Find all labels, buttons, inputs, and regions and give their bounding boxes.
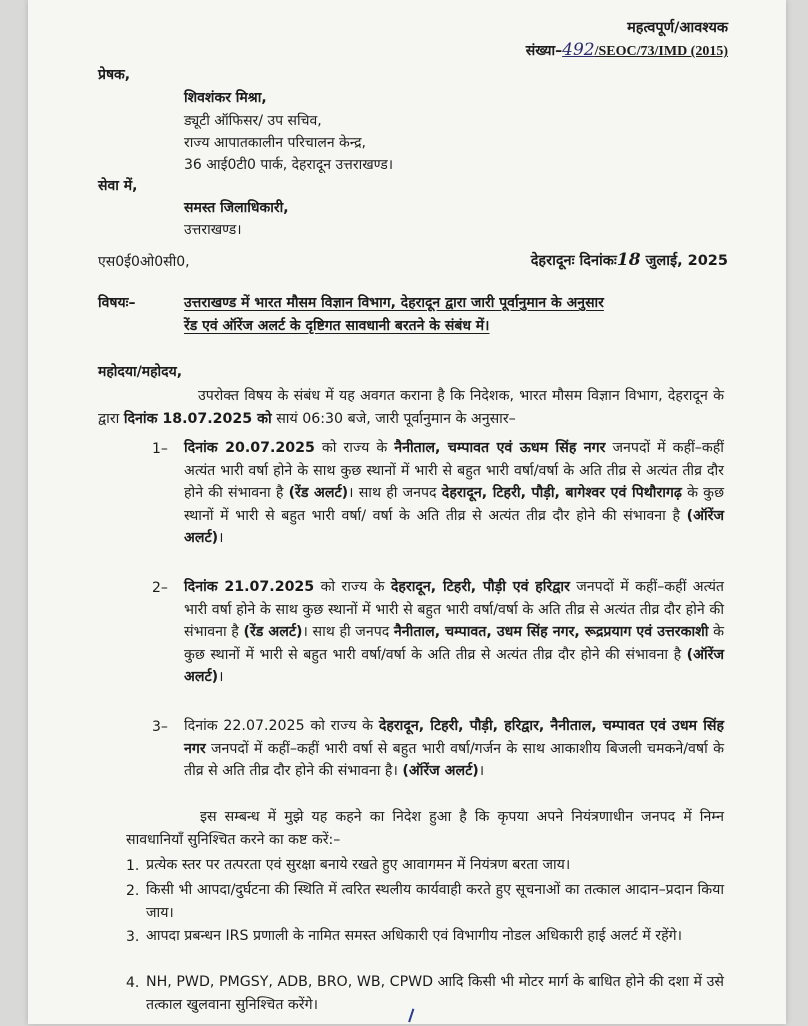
precaution-item-1: प्रत्येक स्तर पर तत्परता एवं सुरक्षा बनाये रखते हुए आवागमन में नियंत्रण बरता जाय।	[146, 857, 571, 873]
recipient-state: उत्तराखण्ड।	[184, 222, 242, 238]
priority-label: महत्वपूर्ण/आवश्यक	[627, 20, 728, 36]
precaution-item-2: किसी भी आपदा/दुर्घटना की स्थिति में त्वरित स्थलीय कार्यवाही करते हुए सूचनाओं का तत्काल आदान–प्रदान किया जाय।	[146, 882, 724, 921]
precaution-number-3: 3.	[126, 929, 140, 945]
direction-paragraph: इस सम्बन्ध में मुझे यह कहने का निदेश हुआ है कि कृपया अपने नियंत्रणाधीन जनपद में निम्न सावधानियाँ सुनिश्चित करने का कष्ट करें:–	[126, 809, 724, 848]
forecast-2-text-4: के कुछ स्थानों में भारी से बहुत भारी वर्षा/वर्षा के अति तीव्र से अत्यंत तीव्र दौर होने की संभावना है	[184, 624, 724, 663]
office-code: एस0ई0ओ0सी0,	[98, 254, 190, 270]
precaution-item-3: आपदा प्रबन्धन IRS प्रणाली के नामित समस्त अधिकारी एवं विभागीय नोडल अधिकारी हाई अलर्ट में रहेंगे।	[146, 928, 682, 944]
forecast-number-1: 1–	[152, 441, 168, 457]
precaution-item-4: NH, PWD, PMGSY, ADB, BRO, WB, CPWD आदि किसी भी मोटर मार्ग के बाधित होने की दशा में उसे तत्काल खुलवाना सुनिश्चित करेंगे।	[146, 974, 724, 1013]
forecast-1-red-alert: (रेंड अलर्ट)	[288, 485, 349, 502]
intro-text-1: उपरोक्त विषय के संबंध में यह अवगत कराना है कि निदेशक, भारत मौसम विज्ञान विभाग, देहरादून के द्वारा	[98, 388, 724, 427]
sender-designation: ड्यूटी ऑफिसर/ उप सचिव,	[184, 113, 322, 129]
reference-suffix: /SEOC/73/IMD (2015)	[594, 44, 728, 59]
subject-label: विषयः–	[98, 295, 136, 311]
intro-paragraph	[98, 385, 724, 430]
forecast-3-text-1: दिनांक 22.07.2025 को राज्य के	[184, 718, 379, 734]
forecast-3-districts: देहरादून, टिहरी, पौड़ी, हरिद्वार, नैनीताल, चम्पावत एवं उधम सिंह नगर	[184, 718, 724, 757]
forecast-2-text-5: ।	[218, 669, 224, 686]
precaution-number-4: 4.	[126, 975, 140, 991]
forecast-2-text-2: जनपदों में कहीं–कहीं अत्यंत भारी वर्षा होने के साथ कुछ स्थानों में भारी से बहुत भारी वर्षा/वर्षा के अति तीव्र से अत्यंत तीव्र दौर होने की संभावना है	[184, 579, 725, 641]
forecast-1-orange-alert: (ऑरेंज अलर्ट)	[184, 507, 724, 547]
reference-handwritten-number: 492	[562, 40, 595, 60]
date-place: देहरादूनः दिनांकः	[530, 253, 617, 269]
forecast-3-text-2: जनपदों में कहीं–कहीं भारी वर्षा से बहुत भारी वर्षा/गर्जन के साथ आकाशीय बिजली चमकने/वर्षा के तीव्र से अति तीव्र दौर होने की संभावना है।	[184, 740, 724, 780]
forecast-1-districts-orange: देहरादून, टिहरी, पौड़ी, बागेश्वर एवं पिथौरागढ़	[441, 485, 682, 502]
forecast-number-2: 2–	[152, 580, 168, 596]
subject-line-1: उत्तराखण्ड में भारत मौसम विज्ञान विभाग, देहरादून द्वारा जारी पूर्वानुमान के अनुसार	[184, 295, 604, 311]
precaution-number-2: 2.	[126, 883, 140, 899]
forecast-2-orange-alert: (ऑरेंज अलर्ट)	[184, 646, 724, 686]
subject-line-2: रेंड एवं ऑरेंज अलर्ट के दृष्टिगत सावधानी बरतने के संबंध में।	[184, 318, 490, 334]
precaution-number-1: 1.	[126, 858, 140, 874]
date-line	[531, 250, 728, 271]
forecast-item-2	[184, 576, 724, 689]
date-rest: जुलाई, 2025	[645, 253, 728, 269]
sender-label: प्रेषक,	[98, 67, 131, 83]
forecast-item-1	[184, 437, 724, 550]
forecast-item-3	[184, 715, 724, 783]
forecast-1-text-2: जनपदों में कहीं–कहीं अत्यंत भारी वर्षा होने के साथ कुछ स्थानों में भारी से बहुत भारी वर्षा/वर्षा के अति तीव्र से अत्यंत तीव्र दौर होने की संभावना है	[184, 440, 724, 502]
forecast-3-text-3: ।	[478, 763, 485, 780]
forecast-1-districts-red: नैनीताल, चम्पावत एवं ऊधम सिंह नगर	[394, 440, 606, 456]
sender-address: 36 आई0टी0 पार्क, देहरादून उत्तराखण्ड।	[184, 157, 394, 173]
recipient-label: सेवा में,	[98, 178, 138, 194]
reference-number	[526, 40, 728, 62]
forecast-1-text-5: ।	[218, 530, 224, 547]
forecast-3-orange-alert: (ऑरेंज अलर्ट)	[402, 763, 479, 780]
letter-page	[28, 0, 786, 1024]
forecast-1-date: दिनांक 20.07.2025	[184, 440, 315, 456]
forecast-2-districts-red: देहरादून, टिहरी, पौड़ी एवं हरिद्वार	[390, 579, 570, 595]
recipient-name: समस्त जिलाधिकारी,	[184, 200, 289, 216]
date-day: 18	[616, 250, 641, 270]
forecast-2-red-alert: (रेंड अलर्ट)	[243, 624, 303, 641]
forecast-1-text-1: को राज्य के	[314, 440, 395, 456]
sender-office: राज्य आपातकालीन परिचालन केन्द्र,	[184, 135, 367, 151]
intro-bold-date: दिनांक 18.07.2025 को	[123, 410, 272, 427]
forecast-number-3: 3–	[152, 719, 168, 735]
sender-name: शिवशंकर मिश्रा,	[184, 90, 267, 106]
forecast-2-text-3: । साथ ही जनपद	[302, 624, 394, 641]
forecast-2-date: दिनांक 21.07.2025	[184, 579, 315, 595]
forecast-1-text-3: । साथ ही जनपद	[348, 485, 442, 502]
forecast-2-districts-orange: नैनीताल, चम्पावत, उधम सिंह नगर, रूद्रप्रयाग एवं उत्तरकाशी	[393, 624, 709, 641]
intro-text-2: सायं 06:30 बजे, जारी पूर्वानुमान के अनुसार–	[271, 410, 516, 427]
forecast-2-text-1: को राज्य के	[314, 579, 391, 595]
reference-prefix: संख्या–	[525, 43, 563, 59]
salutation: महोदया/महोदय,	[98, 364, 183, 380]
forecast-1-text-4: के कुछ स्थानों में भारी से बहुत भारी वर्षा/ वर्षा के अति तीव्र से अत्यंत तीव्र दौर होने की संभावना है	[184, 485, 725, 524]
ink-mark	[408, 1008, 424, 1025]
